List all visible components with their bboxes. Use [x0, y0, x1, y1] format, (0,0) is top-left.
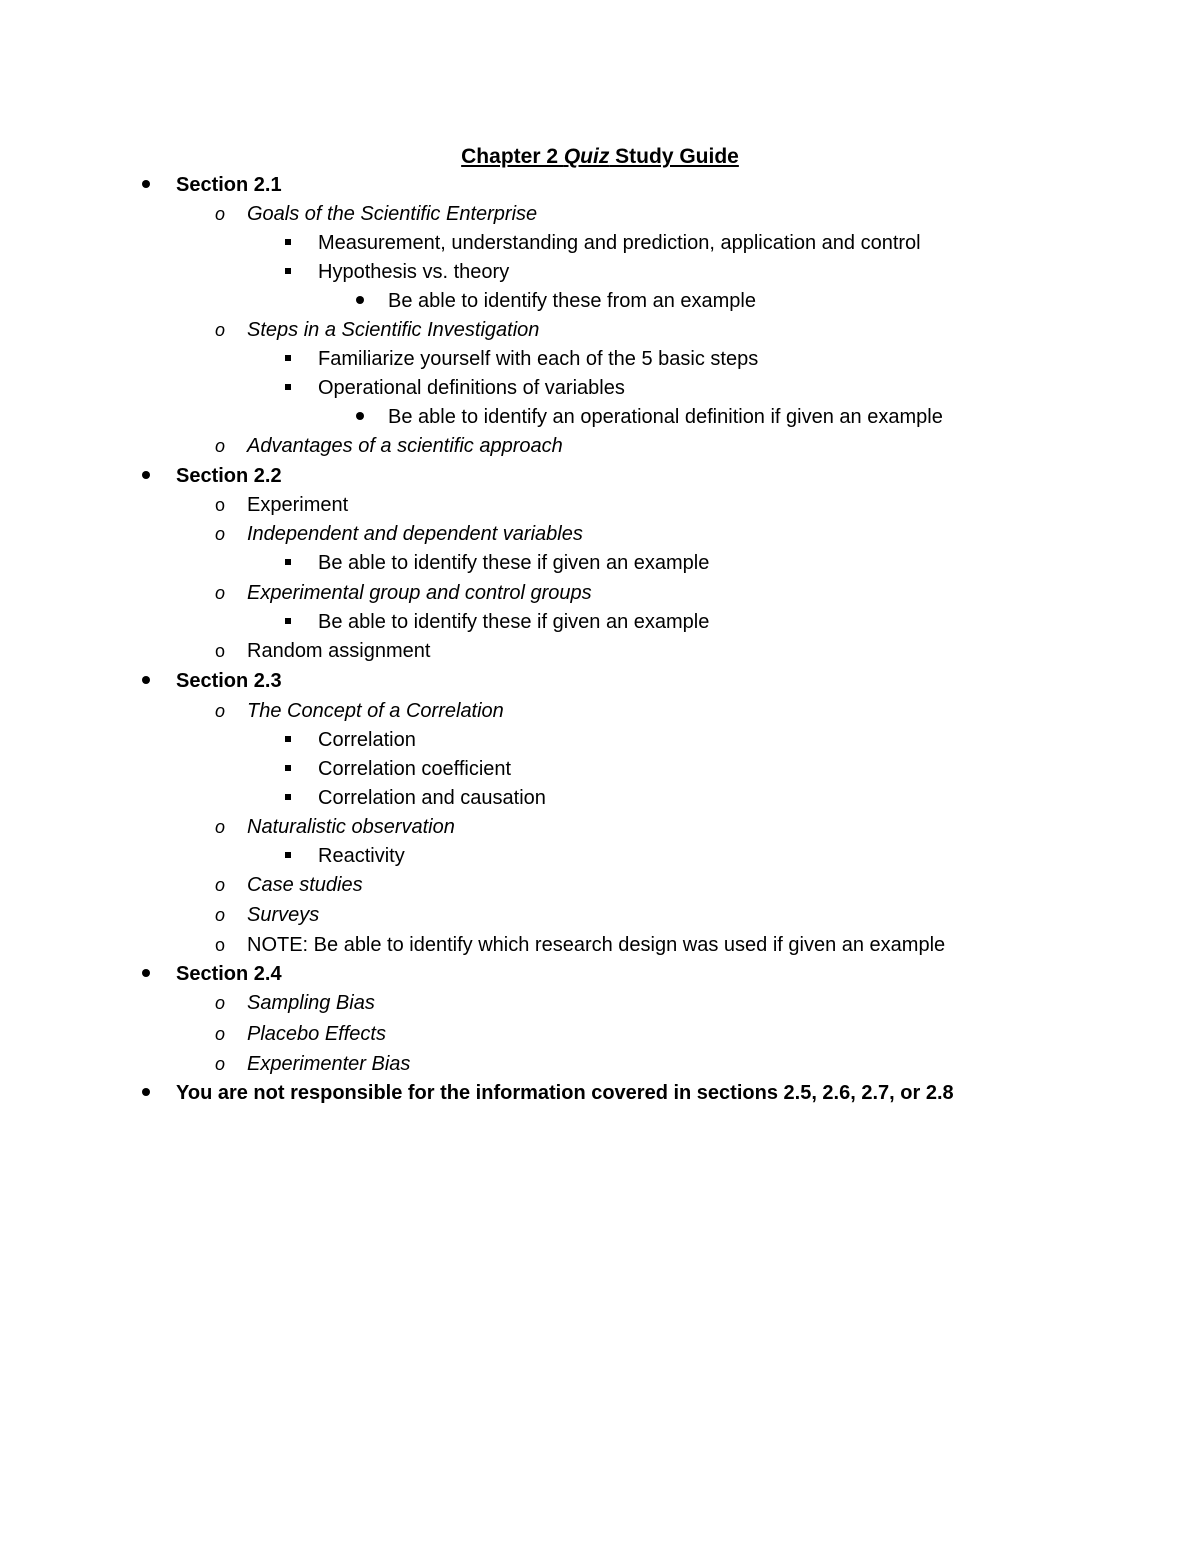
list-item-text: Experimenter Bias — [247, 1053, 411, 1075]
circle-bullet-icon: o — [214, 993, 225, 1013]
list-item-text: Naturalistic observation — [247, 816, 455, 838]
circle-bullet-icon: o — [214, 495, 225, 515]
circle-bullet-icon: o — [214, 524, 225, 544]
circle-bullet-icon: o — [214, 905, 225, 925]
list-item-text: Correlation coefficient — [318, 758, 512, 780]
list-item-text: Placebo Effects — [247, 1023, 386, 1045]
list-item-text: Surveys — [247, 904, 320, 926]
bullet-icon — [136, 171, 156, 200]
list-item-text: Section 2.4 — [176, 963, 282, 985]
title-text-quiz: Quiz — [563, 145, 610, 168]
circle-bullet-icon: o — [214, 583, 225, 603]
circle-bullet-icon: o — [214, 320, 225, 340]
bullet-icon — [350, 287, 370, 316]
list-item-text: Be able to identify an operational definition if given an example — [388, 406, 943, 428]
list-item-text: Familiarize yourself with each of the 5 basic steps — [318, 348, 759, 370]
square-bullet-icon — [278, 755, 298, 784]
circle-bullet-icon: o — [214, 1024, 225, 1044]
square-bullet-icon — [278, 374, 298, 403]
list-item-text: Section 2.2 — [176, 465, 282, 487]
square-bullet-icon — [278, 345, 298, 374]
circle-bullet-icon: o — [214, 701, 225, 721]
circle-bullet-icon: o — [214, 436, 225, 456]
list-item-text: Sampling Bias — [247, 992, 375, 1014]
list-item-text: You are not responsible for the information covered in sections 2.5, 2.6, 2.7, or 2.8 — [176, 1082, 954, 1104]
square-bullet-icon — [278, 784, 298, 813]
square-bullet-icon — [278, 726, 298, 755]
document-title — [0, 143, 1200, 171]
bullet-icon — [350, 403, 370, 432]
list-item-text: Random assignment — [247, 640, 431, 662]
list-item-text: Be able to identify these if given an example — [318, 552, 710, 574]
list-item-text: Case studies — [247, 874, 363, 896]
list-item-text: Advantages of a scientific approach — [247, 435, 563, 457]
circle-bullet-icon: o — [214, 204, 225, 224]
list-item-text: Be able to identify these if given an example — [318, 611, 710, 633]
title-text-part1: Chapter 2 — [461, 145, 564, 168]
list-item-text: Experimental group and control groups — [247, 582, 592, 604]
list-item-text: Operational definitions of variables — [318, 377, 625, 399]
circle-bullet-icon: o — [214, 641, 225, 661]
list-item-text: Section 2.1 — [176, 174, 282, 196]
bullet-icon — [136, 462, 156, 491]
square-bullet-icon — [278, 258, 298, 287]
circle-bullet-icon: o — [214, 875, 225, 895]
list-item-text: Experiment — [247, 494, 349, 516]
list-item-text: Correlation — [318, 729, 416, 751]
title-text-part3: Study Guide — [609, 145, 739, 168]
list-item-text: Be able to identify these from an example — [388, 290, 756, 312]
list-item-text: Measurement, understanding and prediction, application and control — [318, 232, 921, 254]
list-item-text: Hypothesis vs. theory — [318, 261, 510, 283]
list-item-text: Correlation and causation — [318, 787, 546, 809]
list-item-text: Goals of the Scientific Enterprise — [247, 203, 538, 225]
bullet-icon — [136, 667, 156, 696]
list-item-text: Section 2.3 — [176, 670, 282, 692]
square-bullet-icon — [278, 549, 298, 578]
list-item-text: Steps in a Scientific Investigation — [247, 319, 540, 341]
list-item-text: Reactivity — [318, 845, 405, 867]
list-item-text: The Concept of a Correlation — [247, 700, 504, 722]
bullet-icon — [136, 1079, 156, 1108]
square-bullet-icon — [278, 229, 298, 258]
square-bullet-icon — [278, 608, 298, 637]
circle-bullet-icon: o — [214, 1054, 225, 1074]
circle-bullet-icon: o — [214, 817, 225, 837]
square-bullet-icon — [278, 842, 298, 871]
list-item-text: NOTE: Be able to identify which research design was used if given an example — [247, 934, 946, 956]
circle-bullet-icon: o — [214, 935, 225, 955]
bullet-icon — [136, 960, 156, 989]
list-item-text: Independent and dependent variables — [247, 523, 583, 545]
